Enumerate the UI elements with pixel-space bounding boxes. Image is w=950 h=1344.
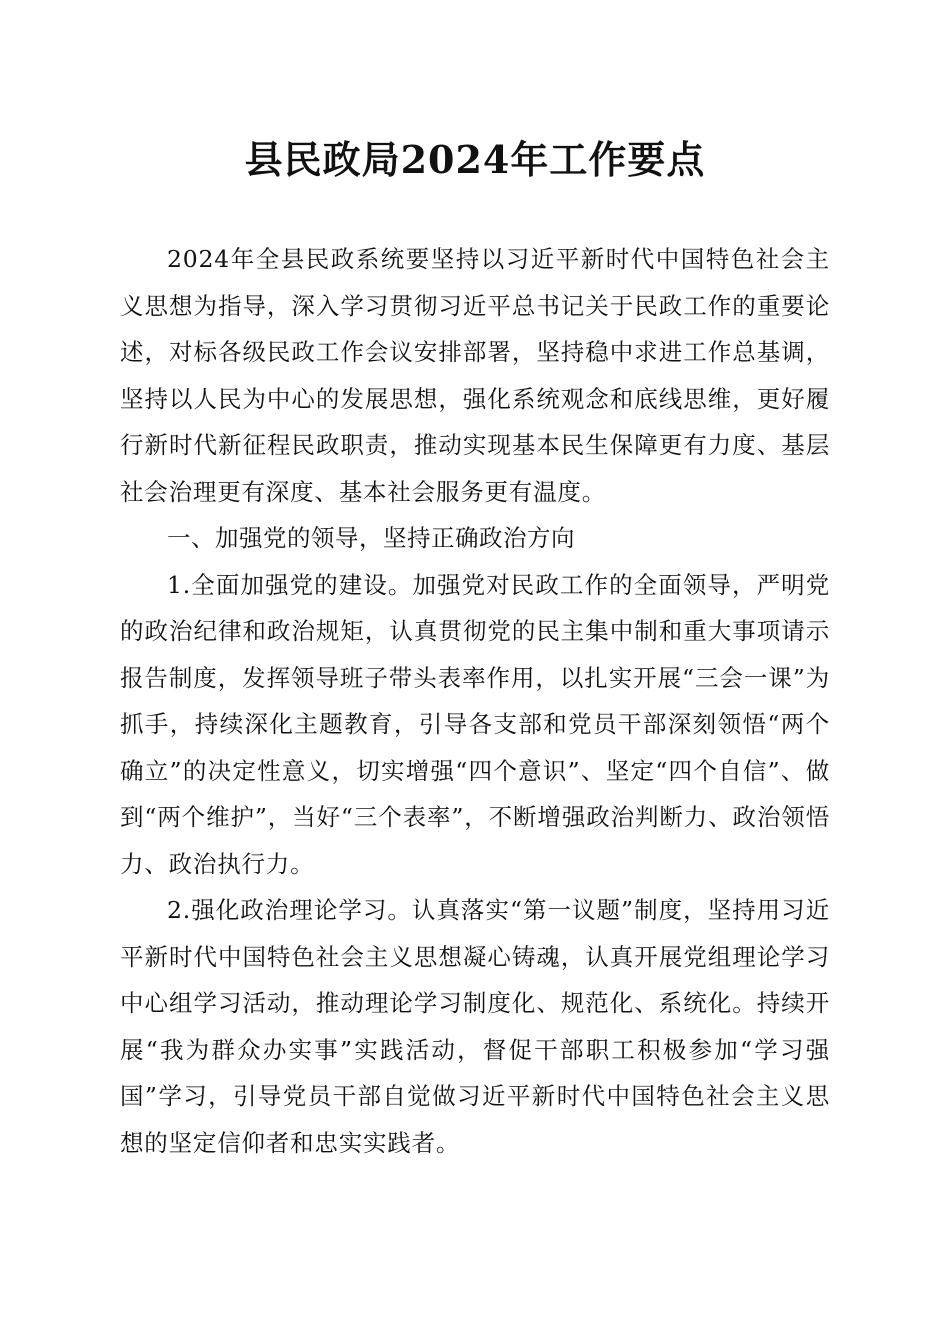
item-paragraph-1: 1.全面加强党的建设。加强党对民政工作的全面领导，严明党的政治纪律和政治规矩，认真贯彻党的民主集中制和重大事项请示报告制度，发挥领导班子带头表率作用，以扎实开展“三会一课”为抓手，持续深化主题教育，引导各支部和党员干部深刻领悟“两个确立”的决定性意义，切实增强“四个意识”、坚定“四个自信”、做到“两个维护”，当好“三个表率”，不断增强政治判断力、政治领悟力、政治执行力。 (120, 570, 830, 878)
document-title: 县民政局2024年工作要点 (244, 137, 706, 182)
intro-paragraph: 2024年全县民政系统要坚持以习近平新时代中国特色社会主义思想为指导，深入学习贯彻习近平总书记关于民政工作的重要论述，对标各级民政工作会议安排部署，坚持稳中求进工作总基调，坚持以人民为中心的发展思想，强化系统观念和底线思维，更好履行新时代新征程民政职责，推动实现基本民生保障更有力度、基层社会治理更有深度、基本社会服务更有温度。 (120, 245, 830, 506)
section-heading-1: 一、加强党的领导，坚持正确政治方向 (167, 524, 575, 552)
item-paragraph-2: 2.强化政治理论学习。认真落实“第一议题”制度，坚持用习近平新时代中国特色社会主义思想凝心铸魂，认真开展党组理论学习中心组学习活动，推动理论学习制度化、规范化、系统化。持续开展“我为群众办实事”实践活动，督促干部职工积极参加“学习强国”学习，引导党员干部自觉做习近平新时代中国特色社会主义思想的坚定信仰者和忠实实践者。 (120, 896, 830, 1157)
